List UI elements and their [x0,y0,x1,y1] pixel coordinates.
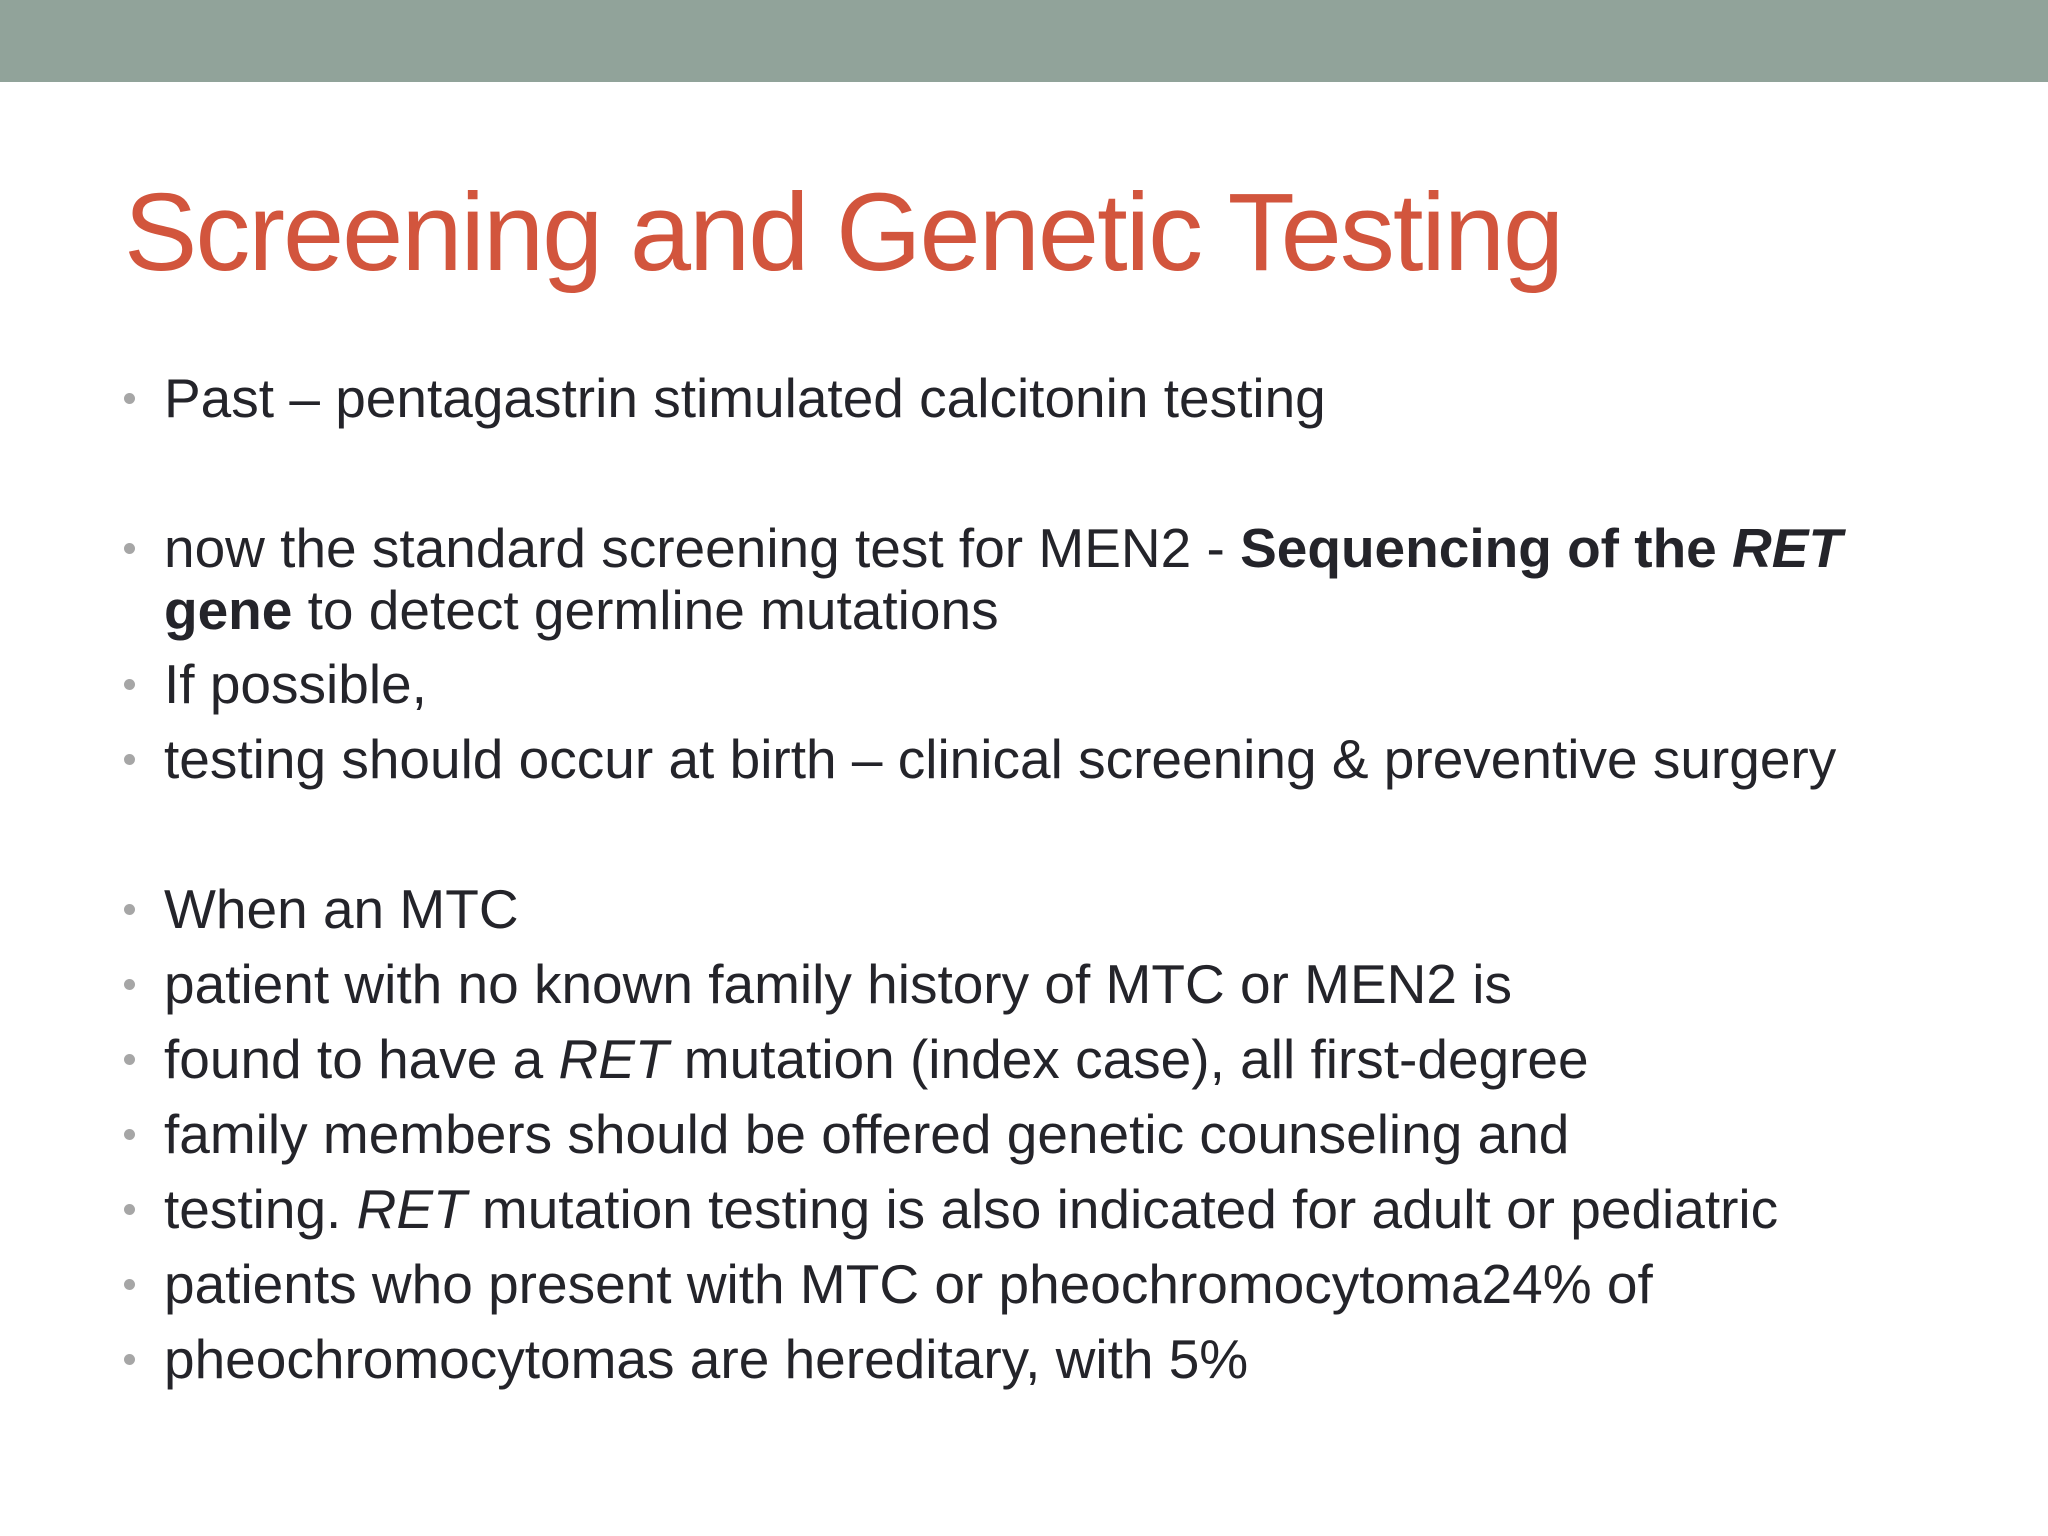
bullet-icon [124,979,135,990]
bullet-text: family members should be offered genetic counseling and [164,1103,1570,1165]
bullet-text [164,1028,1924,1090]
bullet-text-segment: mutation (index case), all first-degree [668,1028,1589,1090]
bullet-text-segment: now the standard screening test for MEN2 - [164,517,1241,579]
bullet-icon [124,1129,135,1140]
bullet-icon [124,904,135,915]
bullet-text-segment: to detect germline mutations [292,579,999,641]
bullet-icon [124,1279,135,1290]
bullet-text: patients who present with MTC or pheochromocytoma24% of [164,1253,1653,1315]
italic-gene-name: RET [558,1028,669,1090]
bullet-icon [124,393,135,404]
bullet-icon [124,754,135,765]
bullet-text: If possible, [164,653,427,715]
bullet-text: patient with no known family history of MTC or MEN2 is [164,953,1512,1015]
bullet-text: Past – pentagastrin stimulated calcitonin testing [164,367,1326,429]
bold-text-segment: gene [164,579,293,641]
bullet-text: testing should occur at birth – clinical screening & preventive surgery [164,728,1837,790]
bold-italic-gene-name: RET [1732,517,1843,579]
bullet-text-segment: found to have a [164,1028,559,1090]
italic-gene-name: RET [356,1178,467,1240]
bullet-icon [124,1054,135,1065]
bullet-text [164,1178,1924,1240]
bullet-text [164,517,1924,641]
bullet-icon [124,543,135,554]
bold-text-segment: Sequencing of the [1240,517,1733,579]
bullet-icon [124,1204,135,1215]
bullet-text: When an MTC [164,878,519,940]
slide-title: Screening and Genetic Testing [124,171,1563,294]
top-accent-bar [0,0,2048,82]
bullet-icon [124,679,135,690]
bullet-text: pheochromocytomas are hereditary, with 5% [164,1328,1249,1390]
bullet-text-segment: testing. [164,1178,357,1240]
bullet-icon [124,1354,135,1365]
bullet-text-segment: mutation testing is also indicated for adult or pediatric [466,1178,1779,1240]
